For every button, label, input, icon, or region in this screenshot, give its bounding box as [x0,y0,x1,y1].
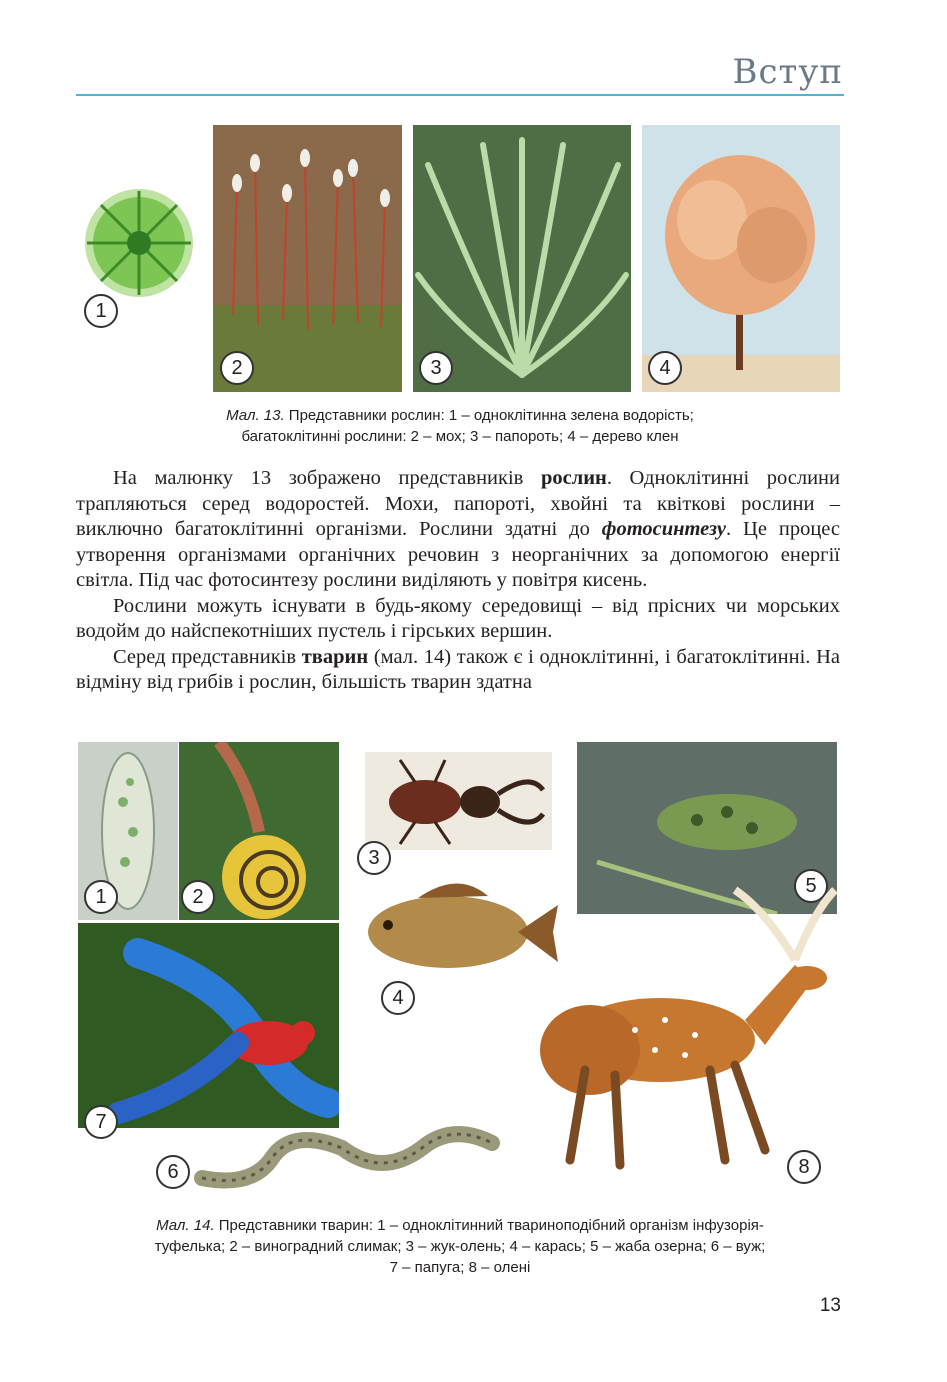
figure13-label-2: 2 [220,351,254,385]
figure14-label-7: 7 [84,1105,118,1139]
paragraph-2: Рослини можуть існувати в будь-якому середовищі – від прісних чи морських водойм до найспекотніших пустель і гірських вершин. [76,594,840,642]
term-photosynthesis: фотосинтезу [601,518,726,540]
p1-text-c: . Це процес утворення організмами органічних речовин з неорганічних за допомогою енергії світла. Під час фотосинтезу рослини виділяють у повітря кисень. [76,518,840,591]
fern-image [413,125,631,392]
paragraph-3 [76,645,840,696]
figure14-label-3: 3 [357,841,391,875]
figure14-caption-line3: 7 – папуга; 8 – олені [389,1259,531,1276]
p3-text-b: (мал. 14) також є і одноклітинні, і багатоклітинні. На відміну від грибів і рослин, більшість тварин здатна [76,645,840,693]
stag-beetle-image [365,752,552,850]
figure13-label-4: 4 [648,351,682,385]
figure14-caption-prefix: Мал. 14. [156,1217,215,1234]
deer-image [495,870,840,1175]
figure14-caption [76,1215,844,1278]
figure13-caption-line1: Представники рослин: 1 – одноклітинна зелена водорість; [284,407,694,424]
green-alga-image [76,180,202,306]
parrot-image [78,923,339,1128]
figure14-label-1: 1 [84,880,118,914]
figure14-caption-line1: Представники тварин: 1 – одноклітинний твариноподібний організм інфузорія- [214,1217,764,1234]
term-plants: рослин [540,467,607,489]
header-divider [76,94,844,96]
figure13-caption [76,405,844,447]
figure14-label-4: 4 [381,981,415,1015]
p1-text-b: . Одноклітинні рослини трапляються серед водоростей. Мохи, папороті, хвойні та квіткові рослини – виключно багатоклітинні організми. Рослини здатні до [76,467,840,540]
term-animals: тварин [301,645,369,668]
figure13-label-1: 1 [84,294,118,328]
figure14-label-2: 2 [181,880,215,914]
figure14-label-8: 8 [787,1150,821,1184]
figure13-caption-line2: багатоклітинні рослини: 2 – мох; 3 – папороть; 4 – дерево клен [241,428,679,445]
figure14-label-6: 6 [156,1155,190,1189]
paragraph-1 [76,466,840,594]
figure14-label-5: 5 [794,869,828,903]
snake-image [192,1118,512,1198]
page-number: 13 [819,1295,841,1316]
figure13-label-3: 3 [419,351,453,385]
section-title: Вступ [732,52,843,92]
body-text [76,466,840,696]
figure14-caption-line2: туфелька; 2 – виноградний слимак; 3 – жук-олень; 4 – карась; 5 – жаба озерна; 6 – вуж; [154,1238,766,1255]
figure13-caption-prefix: Мал. 13. [226,407,285,424]
p3-text-a: Серед представників [113,645,302,668]
p1-text-a: На малюнку 13 зображено представників [113,467,541,489]
